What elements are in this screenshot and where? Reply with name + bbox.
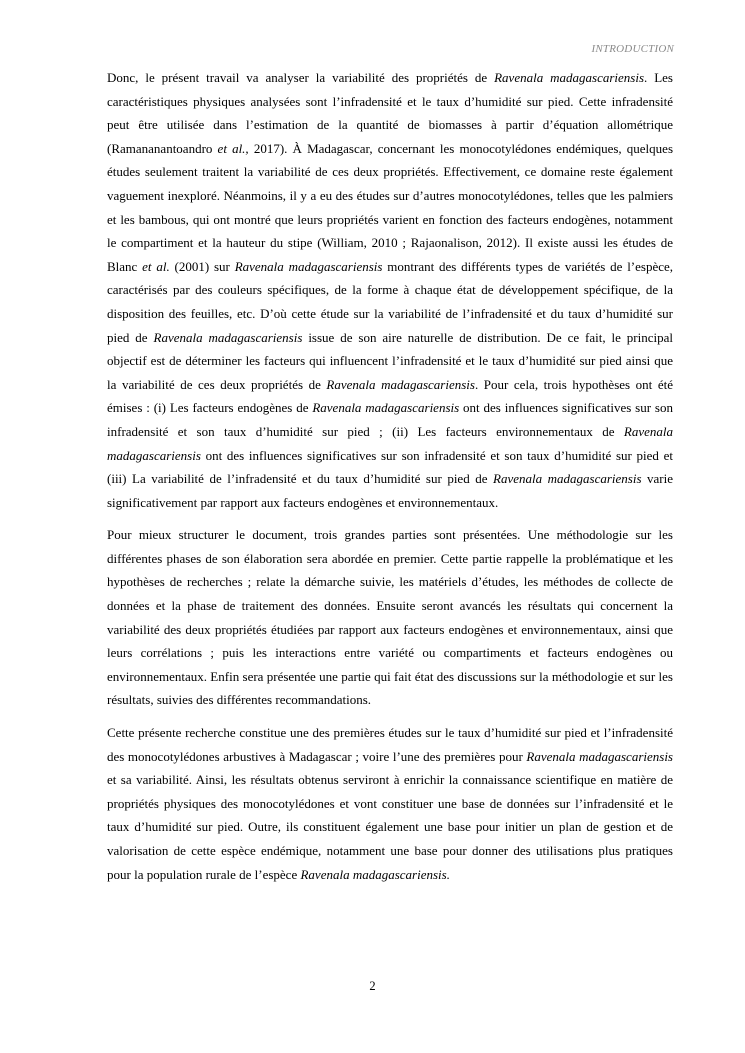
paragraph-3 — [107, 721, 673, 886]
paragraph-2 — [107, 523, 673, 712]
text-run: Cette présente recherche constitue une des premières études sur le taux d’humidité sur pied et l’infradensité des monocotylédones arbustives à Madagascar ; voire l’une des premières pour — [107, 725, 673, 764]
italic-text-run: Ravenala madagascariensis. — [300, 866, 450, 882]
running-header: INTRODUCTION — [591, 43, 674, 55]
text-run: Donc, le présent travail va analyser la variabilité des propriétés de — [107, 70, 495, 85]
text-run: (2001) sur — [169, 258, 235, 274]
body-text — [107, 66, 673, 895]
text-run: 2017). À Madagascar, concernant les monocotylédones endémiques, quelques études seulement traitent la variabilité de ces deux propriétés. Effectivement, ce domaine reste également vaguement inexploré. Néanmoins, il y a eu des études sur d’autres monocotylédones, telles que les palmiers et les bambous, qui ont montré que leurs propriétés varient en fonction des facteurs endogènes, notamment le compartiment et la hauteur du stipe (William, 2010 ; Rajaonalison, 2012). Il existe aussi les études de Blanc — [107, 140, 674, 274]
italic-text-run: Ravenala madagascariensis — [107, 423, 673, 463]
text-run: varie significativement par rapport aux facteurs endogènes et environnementaux. — [107, 471, 674, 510]
text-run: ont des influences significatives sur son infradensité et son taux d’humidité sur pied et (iii) La variabilité de l’infradensité et du taux d’humidité sur pied de — [107, 447, 673, 487]
italic-text-run: Ravenala madagascariensis — [526, 748, 673, 764]
text-run: Pour mieux structurer le document, trois grandes parties sont présentées. Une méthodologie sur les différentes phases de son élaboration sera abordée en premier. Cette partie rappelle la problématique et les hypothèses de recherches ; relate la démarche suivie, les matériels d’études, les méthodes de collecte de données et la phase de traitement des données. Ensuite seront avancés les résultats qui concernent la variabilité des deux propriétés étudiées par rapport aux facteurs endogènes et environnementaux, ainsi que leurs corrélations ; puis les interactions entre variété ou compartiments et facteurs endogènes ou environnementaux. Enfin sera présentée une partie qui fait état des discussions sur la méthodologie et sur les résultats, suivies des différentes recommandations. — [107, 527, 673, 708]
text-run: ont des influences significatives sur son infradensité et son taux d’humidité sur pied ; (ii) Les facteurs environnementaux de — [107, 400, 673, 439]
text-run: issue de son aire naturelle de distribution. De ce fait, le principal objectif est de déterminer les facteurs qui influencent l’infradensité et le taux d’humidité sur pied ainsi que la variabilité de ces deux propriétés de — [107, 329, 674, 392]
text-run: . Pour cela, trois hypothèses ont été émises : (i) Les facteurs endogènes de — [107, 376, 673, 416]
italic-text-run: Ravenala madagascariensis — [494, 70, 645, 85]
text-run: montrant des différents types de variétés de l’espèce, caractérisés par des couleurs spécifiques, de la forme à chaque état de développement spécifique, de la disposition des feuilles, etc. D’où cette étude sur la variabilité de l’infradensité et du taux d’humidité sur pied de — [107, 258, 674, 345]
italic-text-run: Ravenala madagascariensis — [234, 258, 383, 274]
text-run: . Les caractéristiques physiques analysées sont l’infradensité et le taux d’humidité sur pied. Cette infradensité peut être utilisée dans l’estimation de la quantité de biomasses à partir d’équation allométrique (Ramananantoandro — [107, 70, 673, 156]
italic-text-run: Ravenala madagascariensis — [326, 376, 475, 392]
italic-text-run: Ravenala madagascariensis — [153, 329, 303, 345]
text-run: et sa variabilité. Ainsi, les résultats obtenus serviront à enrichir la connaissance scientifique en matière de propriétés physiques des monocotylédones et vont constituer une base de données sur l’infradensité et le taux d’humidité sur pied. Outre, ils constituent également une base pour initier un plan de gestion et de valorisation de cette espèce endémique, notamment une base pour donner des utilisations plus pratiques pour la population rurale de l’espèce — [107, 772, 673, 882]
italic-text-run: Ravenala madagascariensis — [493, 471, 642, 487]
italic-text-run: et al., — [217, 140, 249, 156]
page-number: 2 — [369, 979, 376, 993]
italic-text-run: Ravenala madagascariensis — [312, 400, 460, 416]
paragraph-1 — [107, 66, 673, 514]
italic-text-run: et al. — [142, 258, 170, 274]
